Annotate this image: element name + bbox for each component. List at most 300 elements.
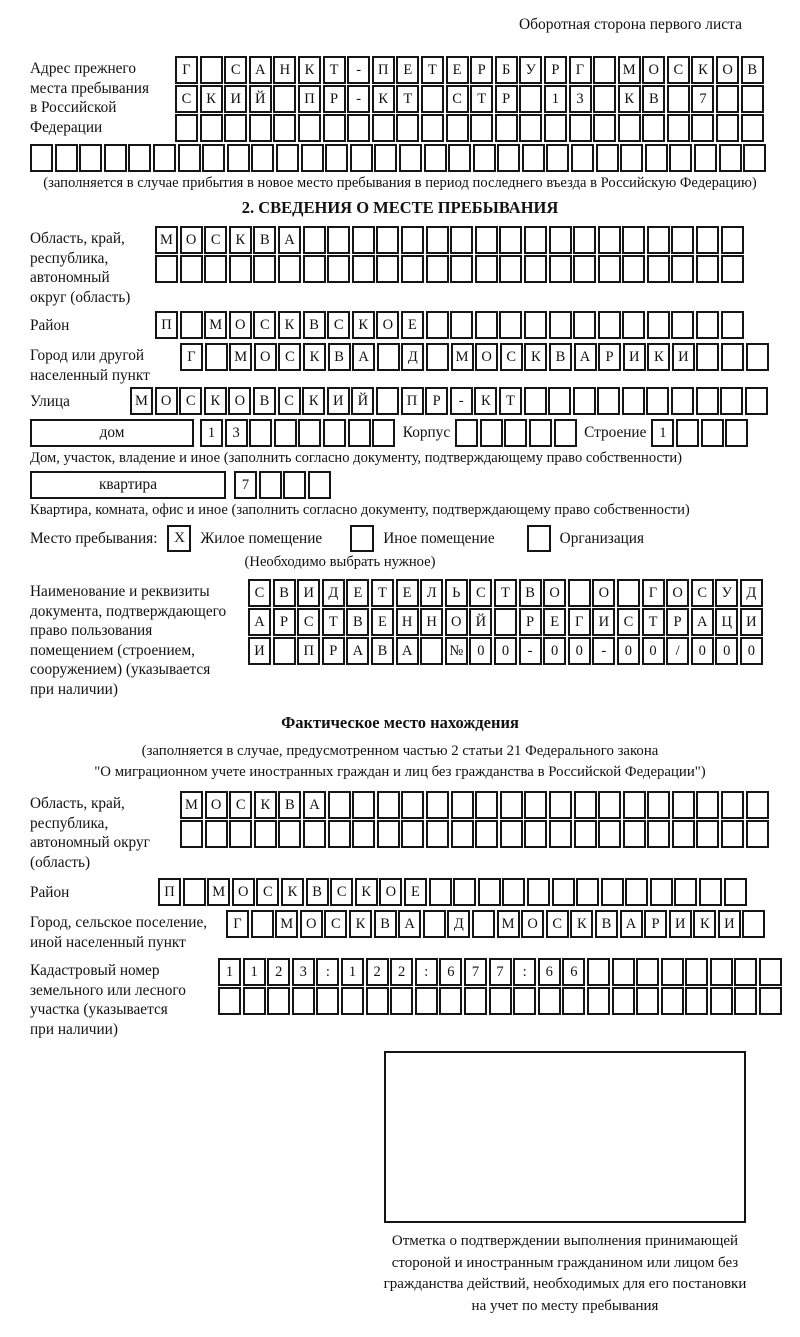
char-cell[interactable]: А bbox=[574, 343, 597, 371]
char-cell[interactable]: Р bbox=[544, 56, 567, 84]
char-cell[interactable] bbox=[180, 820, 203, 848]
char-cell[interactable]: П bbox=[297, 637, 320, 665]
char-cell[interactable] bbox=[301, 144, 324, 172]
char-cell[interactable]: О bbox=[229, 311, 252, 339]
char-cell[interactable]: И bbox=[718, 910, 741, 938]
char-cell[interactable] bbox=[450, 226, 473, 254]
char-cell[interactable]: С bbox=[229, 791, 252, 819]
char-cell[interactable] bbox=[376, 387, 399, 415]
char-cell[interactable] bbox=[448, 144, 471, 172]
char-cell[interactable] bbox=[451, 791, 474, 819]
char-cell[interactable]: Л bbox=[420, 579, 443, 607]
char-cell[interactable] bbox=[439, 987, 462, 1015]
char-cell[interactable] bbox=[399, 144, 422, 172]
char-cell[interactable] bbox=[647, 791, 670, 819]
char-cell[interactable] bbox=[647, 311, 670, 339]
char-cell[interactable]: 3 bbox=[292, 958, 315, 986]
char-cell[interactable]: - bbox=[592, 637, 615, 665]
char-cell[interactable] bbox=[716, 114, 739, 142]
char-cell[interactable] bbox=[685, 987, 708, 1015]
char-cell[interactable]: / bbox=[666, 637, 689, 665]
char-cell[interactable]: - bbox=[347, 85, 370, 113]
char-cell[interactable] bbox=[446, 114, 469, 142]
char-cell[interactable]: В bbox=[303, 311, 326, 339]
char-cell[interactable] bbox=[227, 144, 250, 172]
char-cell[interactable] bbox=[292, 987, 315, 1015]
char-cell[interactable] bbox=[671, 226, 694, 254]
char-cell[interactable] bbox=[366, 987, 389, 1015]
char-cell[interactable] bbox=[721, 820, 744, 848]
char-cell[interactable] bbox=[180, 255, 203, 283]
char-cell[interactable] bbox=[574, 820, 597, 848]
char-cell[interactable]: - bbox=[450, 387, 473, 415]
char-cell[interactable] bbox=[696, 226, 719, 254]
char-cell[interactable]: 0 bbox=[469, 637, 492, 665]
char-cell[interactable] bbox=[573, 387, 596, 415]
char-cell[interactable]: О bbox=[475, 343, 498, 371]
checkbox-inoe[interactable] bbox=[350, 525, 374, 552]
char-cell[interactable] bbox=[671, 255, 694, 283]
char-cell[interactable] bbox=[671, 387, 694, 415]
char-cell[interactable] bbox=[372, 419, 395, 447]
char-cell[interactable]: 1 bbox=[341, 958, 364, 986]
char-cell[interactable] bbox=[341, 987, 364, 1015]
char-cell[interactable]: К bbox=[355, 878, 378, 906]
char-cell[interactable] bbox=[672, 791, 695, 819]
char-cell[interactable]: В bbox=[278, 791, 301, 819]
char-cell[interactable] bbox=[251, 144, 274, 172]
char-cell[interactable] bbox=[229, 255, 252, 283]
char-cell[interactable]: М bbox=[180, 791, 203, 819]
char-cell[interactable] bbox=[347, 114, 370, 142]
char-cell[interactable] bbox=[259, 471, 282, 499]
char-cell[interactable] bbox=[746, 820, 769, 848]
char-cell[interactable]: С bbox=[278, 387, 301, 415]
char-cell[interactable] bbox=[734, 958, 757, 986]
char-cell[interactable] bbox=[667, 114, 690, 142]
char-cell[interactable] bbox=[200, 56, 223, 84]
char-cell[interactable]: 0 bbox=[494, 637, 517, 665]
char-cell[interactable]: Й bbox=[249, 85, 272, 113]
char-cell[interactable] bbox=[519, 85, 542, 113]
char-cell[interactable]: Т bbox=[323, 56, 346, 84]
char-cell[interactable] bbox=[642, 114, 665, 142]
char-cell[interactable] bbox=[571, 144, 594, 172]
char-cell[interactable] bbox=[278, 255, 301, 283]
char-cell[interactable]: И bbox=[224, 85, 247, 113]
char-cell[interactable]: О bbox=[376, 311, 399, 339]
char-cell[interactable]: У bbox=[519, 56, 542, 84]
char-cell[interactable]: Г bbox=[642, 579, 665, 607]
char-cell[interactable]: Т bbox=[322, 608, 345, 636]
char-cell[interactable] bbox=[647, 226, 670, 254]
char-cell[interactable] bbox=[303, 255, 326, 283]
char-cell[interactable] bbox=[376, 226, 399, 254]
char-cell[interactable] bbox=[759, 958, 782, 986]
char-cell[interactable]: 1 bbox=[200, 419, 223, 447]
char-cell[interactable] bbox=[249, 419, 272, 447]
char-cell[interactable] bbox=[742, 910, 765, 938]
char-cell[interactable] bbox=[253, 255, 276, 283]
char-cell[interactable] bbox=[646, 387, 669, 415]
char-cell[interactable]: Р bbox=[495, 85, 518, 113]
char-cell[interactable]: В bbox=[741, 56, 764, 84]
checkbox-organizaciya[interactable] bbox=[527, 525, 551, 552]
char-cell[interactable] bbox=[636, 987, 659, 1015]
char-cell[interactable] bbox=[495, 114, 518, 142]
char-cell[interactable] bbox=[524, 226, 547, 254]
char-cell[interactable] bbox=[303, 226, 326, 254]
char-cell[interactable] bbox=[276, 144, 299, 172]
char-cell[interactable] bbox=[450, 255, 473, 283]
char-cell[interactable] bbox=[175, 114, 198, 142]
char-cell[interactable]: А bbox=[620, 910, 643, 938]
char-cell[interactable] bbox=[451, 820, 474, 848]
char-cell[interactable] bbox=[497, 144, 520, 172]
char-cell[interactable] bbox=[522, 144, 545, 172]
char-cell[interactable] bbox=[504, 419, 527, 447]
char-cell[interactable]: Т bbox=[396, 85, 419, 113]
char-cell[interactable] bbox=[721, 311, 744, 339]
char-cell[interactable]: С bbox=[691, 579, 714, 607]
char-cell[interactable]: 6 bbox=[562, 958, 585, 986]
char-cell[interactable]: О bbox=[155, 387, 178, 415]
char-cell[interactable]: : bbox=[316, 958, 339, 986]
char-cell[interactable]: П bbox=[372, 56, 395, 84]
char-cell[interactable] bbox=[598, 311, 621, 339]
char-cell[interactable]: К bbox=[303, 343, 326, 371]
char-cell[interactable] bbox=[623, 820, 646, 848]
char-cell[interactable] bbox=[719, 144, 742, 172]
char-cell[interactable]: М bbox=[451, 343, 474, 371]
char-cell[interactable] bbox=[426, 820, 449, 848]
char-cell[interactable]: 7 bbox=[234, 471, 257, 499]
char-cell[interactable] bbox=[549, 791, 572, 819]
char-cell[interactable]: Р bbox=[425, 387, 448, 415]
char-cell[interactable] bbox=[323, 114, 346, 142]
char-cell[interactable]: Д bbox=[322, 579, 345, 607]
char-cell[interactable]: В bbox=[595, 910, 618, 938]
char-cell[interactable]: Г bbox=[180, 343, 203, 371]
char-cell[interactable] bbox=[352, 226, 375, 254]
char-cell[interactable]: В bbox=[306, 878, 329, 906]
char-cell[interactable]: У bbox=[715, 579, 738, 607]
char-cell[interactable] bbox=[573, 255, 596, 283]
char-cell[interactable]: Е bbox=[346, 579, 369, 607]
char-cell[interactable] bbox=[229, 820, 252, 848]
char-cell[interactable]: В bbox=[519, 579, 542, 607]
char-cell[interactable] bbox=[415, 987, 438, 1015]
char-cell[interactable] bbox=[573, 226, 596, 254]
char-cell[interactable]: О bbox=[716, 56, 739, 84]
char-cell[interactable]: 3 bbox=[225, 419, 248, 447]
char-cell[interactable]: Р bbox=[273, 608, 296, 636]
char-cell[interactable] bbox=[593, 85, 616, 113]
char-cell[interactable] bbox=[390, 987, 413, 1015]
char-cell[interactable] bbox=[529, 419, 552, 447]
char-cell[interactable] bbox=[574, 791, 597, 819]
char-cell[interactable]: Й bbox=[469, 608, 492, 636]
char-cell[interactable] bbox=[473, 144, 496, 172]
char-cell[interactable] bbox=[625, 878, 648, 906]
char-cell[interactable]: Е bbox=[404, 878, 427, 906]
char-cell[interactable]: С bbox=[324, 910, 347, 938]
char-cell[interactable]: Д bbox=[401, 343, 424, 371]
char-cell[interactable] bbox=[746, 791, 769, 819]
char-cell[interactable]: 7 bbox=[691, 85, 714, 113]
char-cell[interactable] bbox=[421, 85, 444, 113]
char-cell[interactable]: 0 bbox=[617, 637, 640, 665]
char-cell[interactable]: А bbox=[346, 637, 369, 665]
char-cell[interactable]: О bbox=[521, 910, 544, 938]
char-cell[interactable]: К bbox=[349, 910, 372, 938]
house-type-box[interactable]: дом bbox=[30, 419, 194, 447]
char-cell[interactable]: А bbox=[249, 56, 272, 84]
char-cell[interactable]: А bbox=[396, 637, 419, 665]
char-cell[interactable]: М bbox=[204, 311, 227, 339]
char-cell[interactable]: К bbox=[200, 85, 223, 113]
char-cell[interactable] bbox=[696, 255, 719, 283]
char-cell[interactable]: К bbox=[570, 910, 593, 938]
char-cell[interactable]: К bbox=[618, 85, 641, 113]
char-cell[interactable] bbox=[623, 791, 646, 819]
char-cell[interactable] bbox=[323, 419, 346, 447]
char-cell[interactable]: С bbox=[175, 85, 198, 113]
char-cell[interactable]: Р bbox=[644, 910, 667, 938]
char-cell[interactable]: О bbox=[180, 226, 203, 254]
char-cell[interactable] bbox=[721, 791, 744, 819]
char-cell[interactable] bbox=[352, 791, 375, 819]
char-cell[interactable] bbox=[598, 791, 621, 819]
char-cell[interactable] bbox=[669, 144, 692, 172]
char-cell[interactable]: - bbox=[519, 637, 542, 665]
char-cell[interactable] bbox=[153, 144, 176, 172]
char-cell[interactable]: Т bbox=[499, 387, 522, 415]
char-cell[interactable] bbox=[421, 114, 444, 142]
char-cell[interactable] bbox=[401, 255, 424, 283]
char-cell[interactable]: С bbox=[204, 226, 227, 254]
char-cell[interactable] bbox=[478, 878, 501, 906]
char-cell[interactable]: К bbox=[229, 226, 252, 254]
char-cell[interactable] bbox=[298, 114, 321, 142]
char-cell[interactable]: М bbox=[229, 343, 252, 371]
char-cell[interactable] bbox=[205, 820, 228, 848]
char-cell[interactable] bbox=[618, 114, 641, 142]
char-cell[interactable]: К bbox=[298, 56, 321, 84]
char-cell[interactable]: 2 bbox=[366, 958, 389, 986]
char-cell[interactable] bbox=[576, 878, 599, 906]
char-cell[interactable] bbox=[455, 419, 478, 447]
char-cell[interactable]: Т bbox=[421, 56, 444, 84]
char-cell[interactable]: К bbox=[281, 878, 304, 906]
char-cell[interactable]: О bbox=[642, 56, 665, 84]
char-cell[interactable] bbox=[426, 343, 449, 371]
char-cell[interactable] bbox=[741, 85, 764, 113]
char-cell[interactable] bbox=[30, 144, 53, 172]
char-cell[interactable] bbox=[676, 419, 699, 447]
char-cell[interactable]: Н bbox=[420, 608, 443, 636]
char-cell[interactable] bbox=[500, 820, 523, 848]
char-cell[interactable]: В bbox=[642, 85, 665, 113]
char-cell[interactable] bbox=[524, 820, 547, 848]
char-cell[interactable] bbox=[513, 987, 536, 1015]
char-cell[interactable] bbox=[499, 311, 522, 339]
char-cell[interactable]: Е bbox=[371, 608, 394, 636]
char-cell[interactable]: Д bbox=[740, 579, 763, 607]
char-cell[interactable] bbox=[267, 987, 290, 1015]
char-cell[interactable]: 1 bbox=[651, 419, 674, 447]
char-cell[interactable] bbox=[104, 144, 127, 172]
char-cell[interactable] bbox=[598, 820, 621, 848]
char-cell[interactable]: К bbox=[691, 56, 714, 84]
char-cell[interactable]: Р bbox=[323, 85, 346, 113]
char-cell[interactable] bbox=[524, 387, 547, 415]
char-cell[interactable]: 2 bbox=[267, 958, 290, 986]
char-cell[interactable]: М bbox=[275, 910, 298, 938]
char-cell[interactable] bbox=[721, 255, 744, 283]
char-cell[interactable]: К bbox=[693, 910, 716, 938]
char-cell[interactable]: Т bbox=[371, 579, 394, 607]
char-cell[interactable]: Е bbox=[396, 579, 419, 607]
char-cell[interactable] bbox=[283, 471, 306, 499]
char-cell[interactable]: О bbox=[379, 878, 402, 906]
char-cell[interactable]: 0 bbox=[691, 637, 714, 665]
char-cell[interactable] bbox=[721, 226, 744, 254]
char-cell[interactable] bbox=[544, 114, 567, 142]
char-cell[interactable]: И bbox=[297, 579, 320, 607]
char-cell[interactable]: Ь bbox=[445, 579, 468, 607]
char-cell[interactable] bbox=[426, 791, 449, 819]
char-cell[interactable] bbox=[597, 387, 620, 415]
char-cell[interactable]: С bbox=[224, 56, 247, 84]
char-cell[interactable] bbox=[420, 637, 443, 665]
char-cell[interactable] bbox=[716, 85, 739, 113]
char-cell[interactable] bbox=[401, 226, 424, 254]
char-cell[interactable] bbox=[472, 910, 495, 938]
char-cell[interactable] bbox=[549, 255, 572, 283]
char-cell[interactable] bbox=[128, 144, 151, 172]
char-cell[interactable]: А bbox=[278, 226, 301, 254]
char-cell[interactable]: К bbox=[372, 85, 395, 113]
char-cell[interactable]: И bbox=[327, 387, 350, 415]
char-cell[interactable]: И bbox=[669, 910, 692, 938]
char-cell[interactable] bbox=[308, 471, 331, 499]
char-cell[interactable] bbox=[587, 958, 610, 986]
char-cell[interactable]: П bbox=[401, 387, 424, 415]
char-cell[interactable] bbox=[352, 255, 375, 283]
char-cell[interactable] bbox=[601, 878, 624, 906]
char-cell[interactable] bbox=[475, 820, 498, 848]
char-cell[interactable] bbox=[696, 311, 719, 339]
char-cell[interactable] bbox=[298, 419, 321, 447]
char-cell[interactable] bbox=[494, 608, 517, 636]
char-cell[interactable] bbox=[218, 987, 241, 1015]
char-cell[interactable]: К bbox=[524, 343, 547, 371]
char-cell[interactable] bbox=[685, 958, 708, 986]
char-cell[interactable]: С bbox=[297, 608, 320, 636]
char-cell[interactable] bbox=[489, 987, 512, 1015]
char-cell[interactable]: С bbox=[253, 311, 276, 339]
char-cell[interactable] bbox=[725, 419, 748, 447]
char-cell[interactable] bbox=[401, 820, 424, 848]
char-cell[interactable] bbox=[278, 820, 301, 848]
char-cell[interactable]: Т bbox=[642, 608, 665, 636]
char-cell[interactable]: С bbox=[327, 311, 350, 339]
char-cell[interactable] bbox=[587, 987, 610, 1015]
char-cell[interactable] bbox=[568, 579, 591, 607]
char-cell[interactable]: И bbox=[740, 608, 763, 636]
char-cell[interactable] bbox=[549, 226, 572, 254]
char-cell[interactable] bbox=[328, 791, 351, 819]
char-cell[interactable]: 0 bbox=[543, 637, 566, 665]
char-cell[interactable]: 1 bbox=[218, 958, 241, 986]
char-cell[interactable] bbox=[645, 144, 668, 172]
char-cell[interactable] bbox=[734, 987, 757, 1015]
char-cell[interactable] bbox=[499, 226, 522, 254]
char-cell[interactable] bbox=[743, 144, 766, 172]
char-cell[interactable] bbox=[273, 637, 296, 665]
char-cell[interactable] bbox=[596, 144, 619, 172]
char-cell[interactable]: Д bbox=[447, 910, 470, 938]
char-cell[interactable]: В bbox=[371, 637, 394, 665]
char-cell[interactable]: С bbox=[617, 608, 640, 636]
char-cell[interactable] bbox=[426, 255, 449, 283]
char-cell[interactable]: 0 bbox=[568, 637, 591, 665]
char-cell[interactable]: В bbox=[549, 343, 572, 371]
char-cell[interactable]: Р bbox=[666, 608, 689, 636]
char-cell[interactable] bbox=[746, 343, 769, 371]
char-cell[interactable] bbox=[475, 791, 498, 819]
char-cell[interactable] bbox=[622, 311, 645, 339]
char-cell[interactable]: Г bbox=[569, 56, 592, 84]
char-cell[interactable] bbox=[745, 387, 768, 415]
char-cell[interactable]: О bbox=[254, 343, 277, 371]
char-cell[interactable] bbox=[741, 114, 764, 142]
char-cell[interactable]: А bbox=[303, 791, 326, 819]
char-cell[interactable] bbox=[502, 878, 525, 906]
char-cell[interactable]: О bbox=[205, 791, 228, 819]
char-cell[interactable] bbox=[424, 144, 447, 172]
char-cell[interactable] bbox=[661, 987, 684, 1015]
char-cell[interactable] bbox=[527, 878, 550, 906]
char-cell[interactable] bbox=[573, 311, 596, 339]
char-cell[interactable] bbox=[453, 878, 476, 906]
char-cell[interactable] bbox=[377, 791, 400, 819]
char-cell[interactable] bbox=[647, 820, 670, 848]
char-cell[interactable] bbox=[243, 987, 266, 1015]
char-cell[interactable]: А bbox=[691, 608, 714, 636]
char-cell[interactable]: И bbox=[592, 608, 615, 636]
char-cell[interactable]: В bbox=[374, 910, 397, 938]
char-cell[interactable]: 1 bbox=[243, 958, 266, 986]
char-cell[interactable]: Р bbox=[519, 608, 542, 636]
checkbox-zhiloe[interactable]: X bbox=[167, 525, 191, 552]
char-cell[interactable] bbox=[549, 311, 572, 339]
char-cell[interactable] bbox=[401, 791, 424, 819]
char-cell[interactable] bbox=[696, 791, 719, 819]
char-cell[interactable] bbox=[620, 144, 643, 172]
char-cell[interactable]: В bbox=[253, 387, 276, 415]
char-cell[interactable]: № bbox=[445, 637, 468, 665]
char-cell[interactable] bbox=[696, 820, 719, 848]
char-cell[interactable] bbox=[396, 114, 419, 142]
char-cell[interactable]: 0 bbox=[642, 637, 665, 665]
char-cell[interactable]: Е bbox=[446, 56, 469, 84]
char-cell[interactable]: 7 bbox=[464, 958, 487, 986]
char-cell[interactable]: С bbox=[546, 910, 569, 938]
char-cell[interactable]: М bbox=[497, 910, 520, 938]
char-cell[interactable] bbox=[612, 987, 635, 1015]
